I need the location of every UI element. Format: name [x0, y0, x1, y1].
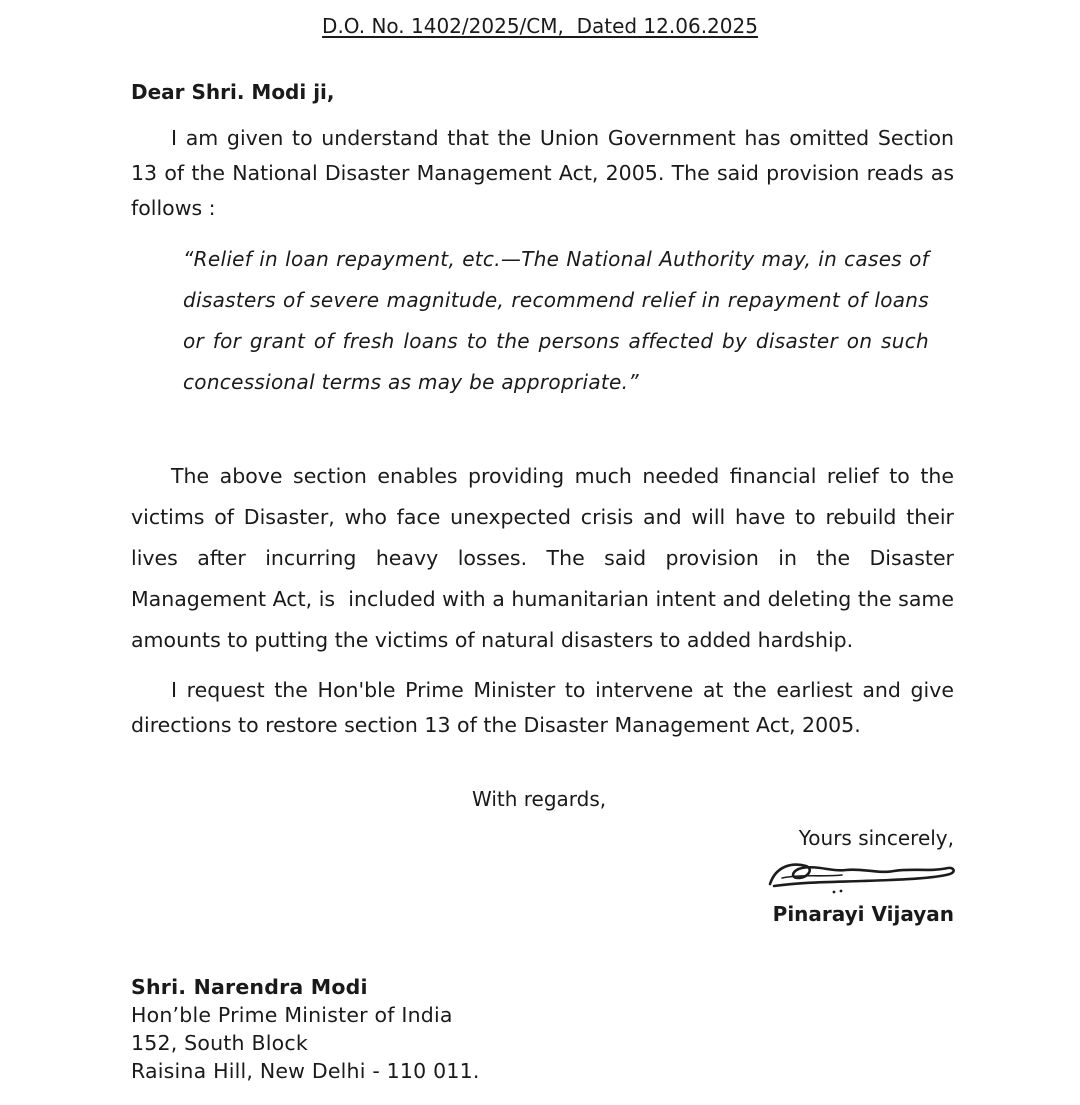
salutation: Dear Shri. Modi ji, — [131, 80, 335, 104]
recipient-title: Hon’ble Prime Minister of India — [131, 1003, 453, 1027]
paragraph-request: I request the Hon'ble Prime Minister to intervene at the earliest and give directions to restore section 13 of the Disaster Management Act, 2005. — [131, 678, 961, 737]
closing-regards: With regards, — [472, 787, 607, 811]
signature-icon — [762, 852, 962, 897]
recipient-name: Shri. Narendra Modi — [131, 975, 368, 999]
recipient-address-line1: 152, South Block — [131, 1031, 308, 1055]
paragraph-rationale: The above section enables providing much needed financial relief to the victims of Disaster, who face unexpected crisis and will have to rebuild their lives after incurring heavy losses. The said provision in the Disaster Management Act, is included with a humanitarian intent and deleting the same amounts to putting the victims of natural disasters to added hardship. — [131, 464, 961, 652]
recipient-address-line2: Raisina Hill, New Delhi - 110 011. — [131, 1059, 480, 1083]
reference-number: D.O. No. 1402/2025/CM, Dated 12.06.2025 — [322, 14, 758, 38]
closing-sincerely: Yours sincerely, — [798, 826, 954, 850]
signer-name: Pinarayi Vijayan — [772, 902, 954, 926]
quoted-provision: “Relief in loan repayment, etc.—The National Authority may, in cases of disasters of severe magnitude, recommend relief in repayment of loans or for grant of fresh loans to the persons affected by disaster on such concessional terms as may be appropriate.” — [183, 247, 929, 394]
paragraph-intro: I am given to understand that the Union Government has omitted Section 13 of the National Disaster Management Act, 2005. The said provision reads as follows : — [131, 126, 961, 220]
